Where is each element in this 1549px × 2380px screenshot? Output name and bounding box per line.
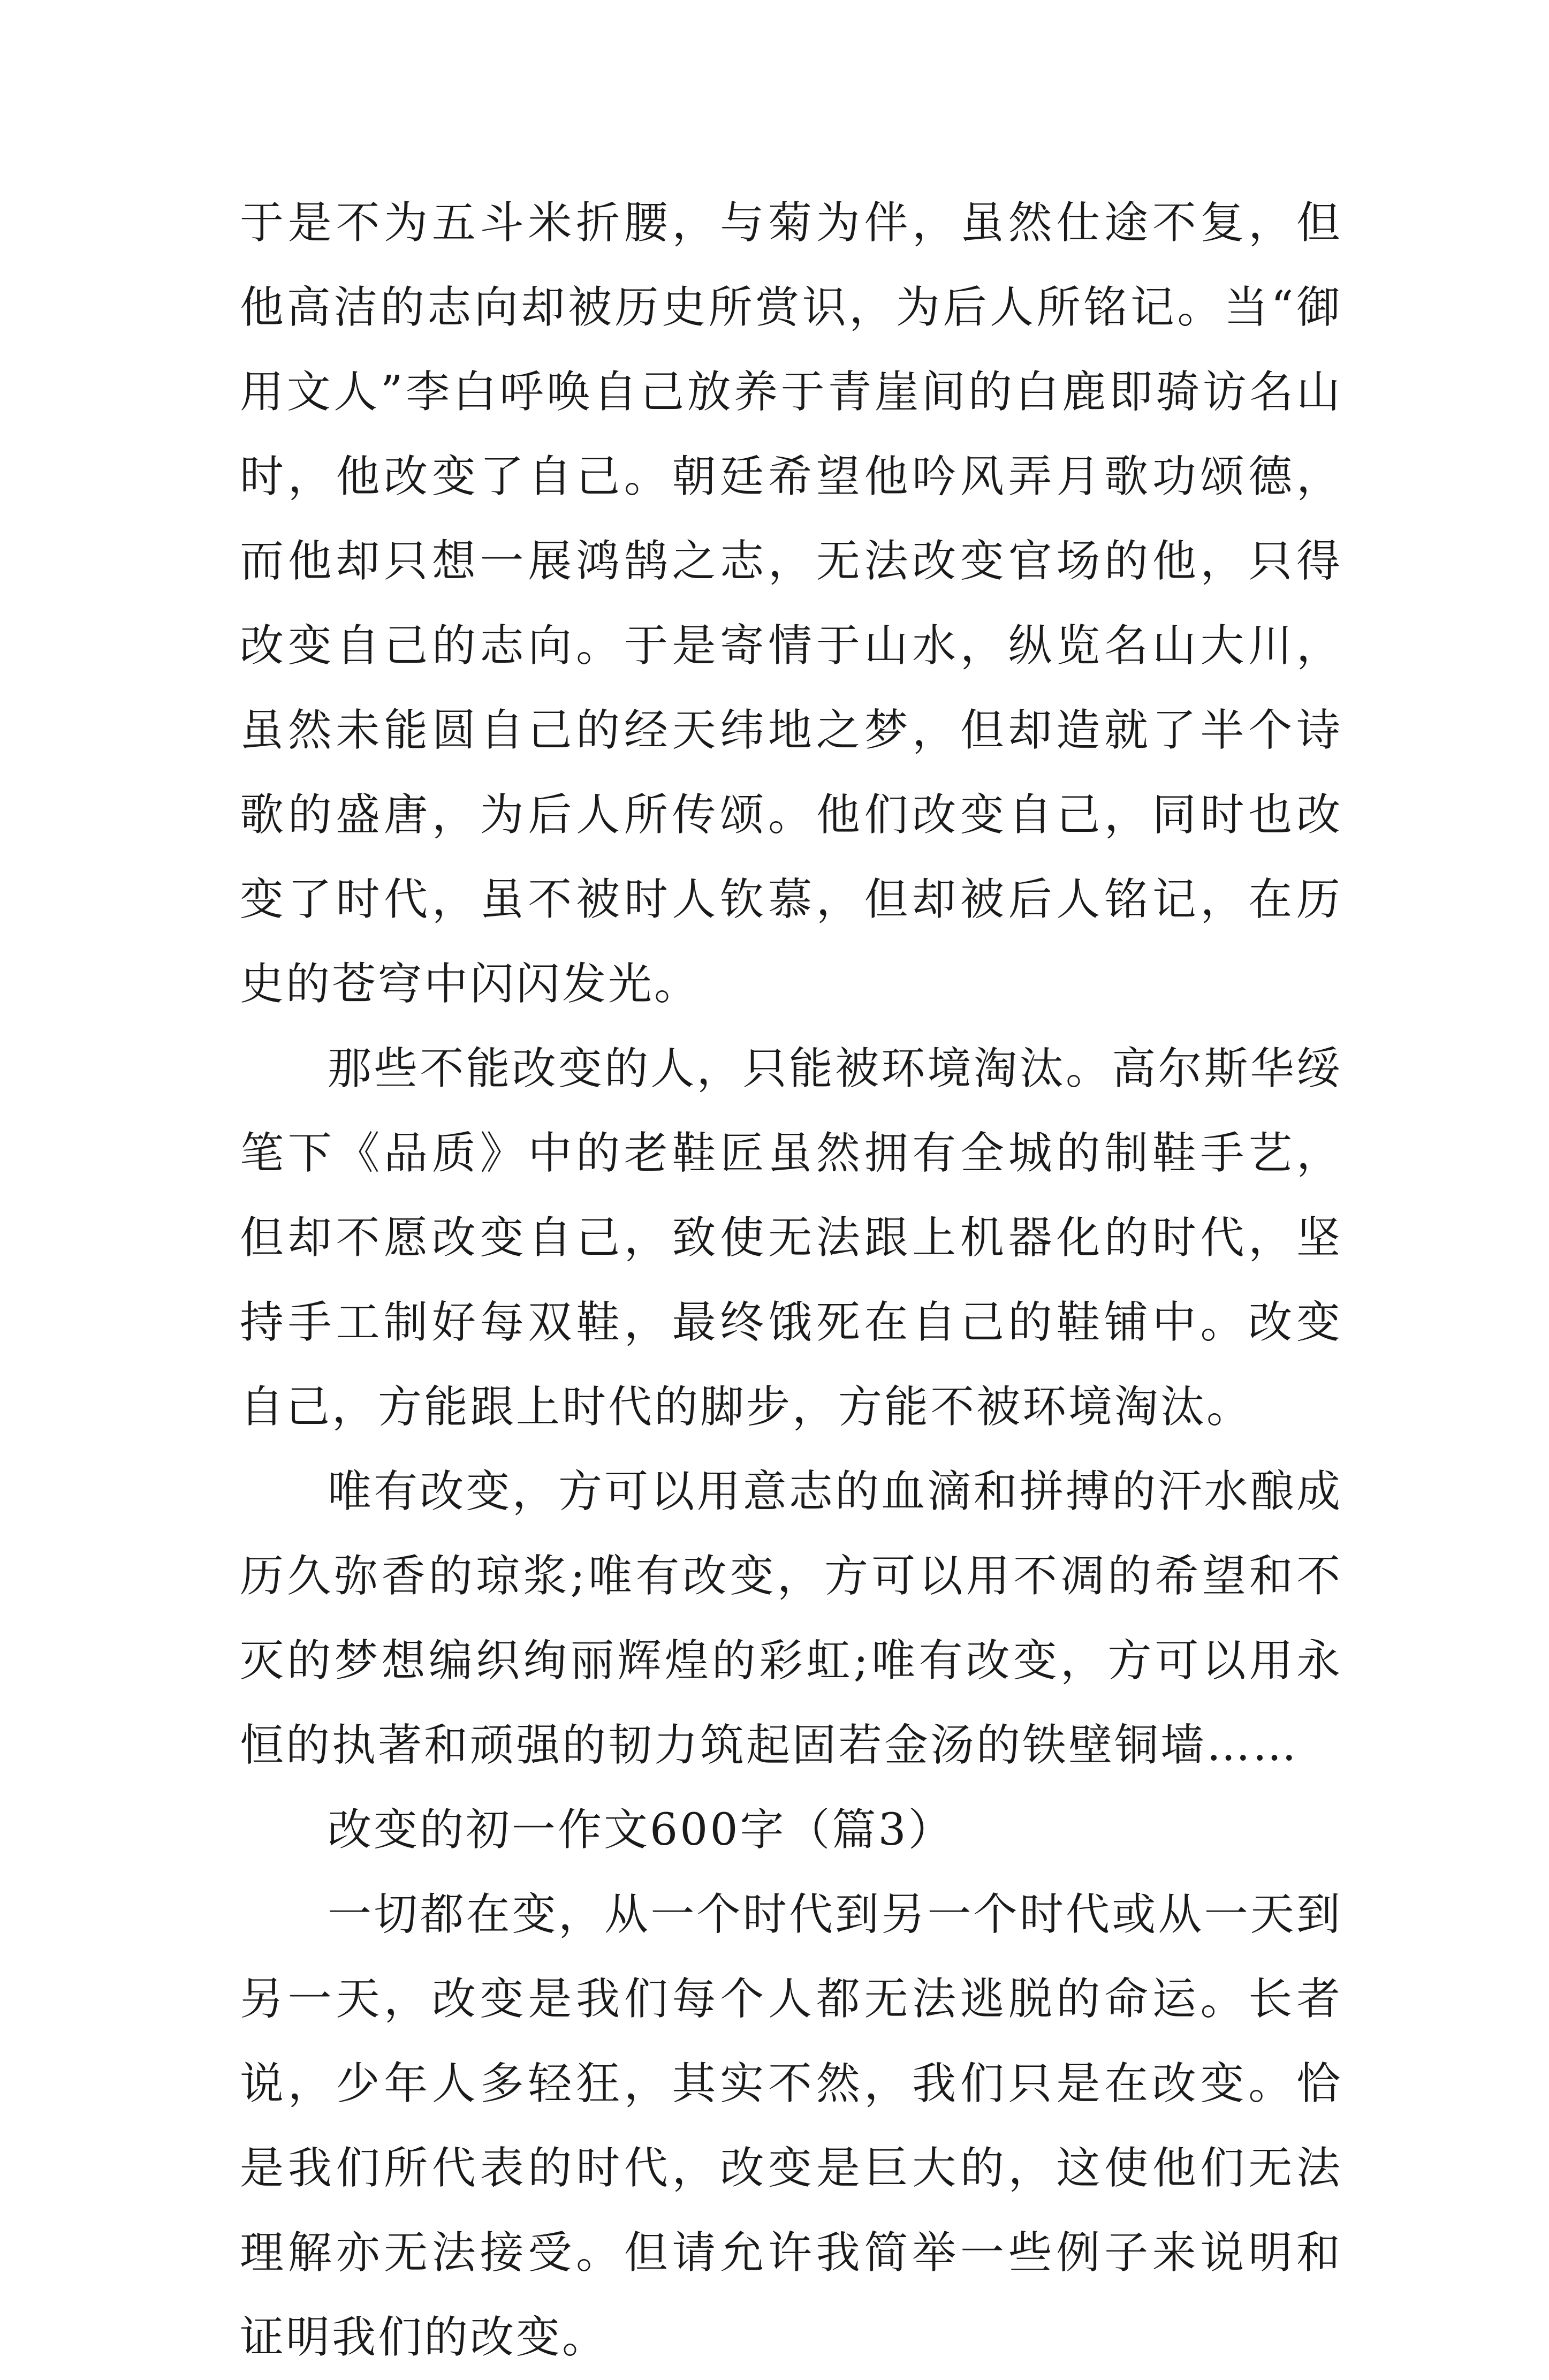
paragraph-cobbler: 那些不能改变的人，只能被环境淘汰。高尔斯华绥笔下《品质》中的老鞋匠虽然拥有全城的制鞋手艺，但却不愿改变自己，致使无法跟上机器化的时代，坚持手工制好每双鞋，最终饿死在自己的鞋铺中。改变自己，方能跟上时代的脚步，方能不被环境淘汰。 <box>240 1043 1342 1432</box>
paragraph-only-change: 唯有改变，方可以用意志的血滴和拼搏的汗水酿成历久弥香的琼浆;唯有改变，方可以用不凋的希望和不灭的梦想编织绚丽辉煌的彩虹;唯有改变，方可以用永恒的执著和顽强的韧力筑起固若金汤的铁壁铜墙…… <box>240 1466 1342 1771</box>
paragraph-tao-li: 于是不为五斗米折腰，与菊为伴，虽然仕途不复，但他高洁的志向却被历史所赏识，为后人所铭记。当“御用文人”李白呼唤自己放养于青崖间的白鹿即骑访名山时，他改变了自己。朝廷希望他吟风弄月歌功颂德，而他却只想一展鸿鹄之志，无法改变官场的他，只得改变自己的志向。于是寄情于山水，纵览名山大川，虽然未能圆自己的经天纬地之梦，但却造就了半个诗歌的盛唐，为后人所传颂。他们改变自己，同时也改变了时代，虽不被时人钦慕，但却被后人铭记，在历史的苍穹中闪闪发光。 <box>240 198 1342 1010</box>
paragraph-everything-changes: 一切都在变，从一个时代到另一个时代或从一天到另一天，改变是我们每个人都无法逃脱的命运。长者说，少年人多轻狂，其实不然，我们只是在改变。恰是我们所代表的时代，改变是巨大的，这使他们无法理解亦无法接受。但请允许我简举一些例子来说明和证明我们的改变。 <box>240 1889 1342 2363</box>
section-heading: 改变的初一作文600字（篇3） <box>328 1805 954 1855</box>
document-body <box>240 181 1342 2380</box>
